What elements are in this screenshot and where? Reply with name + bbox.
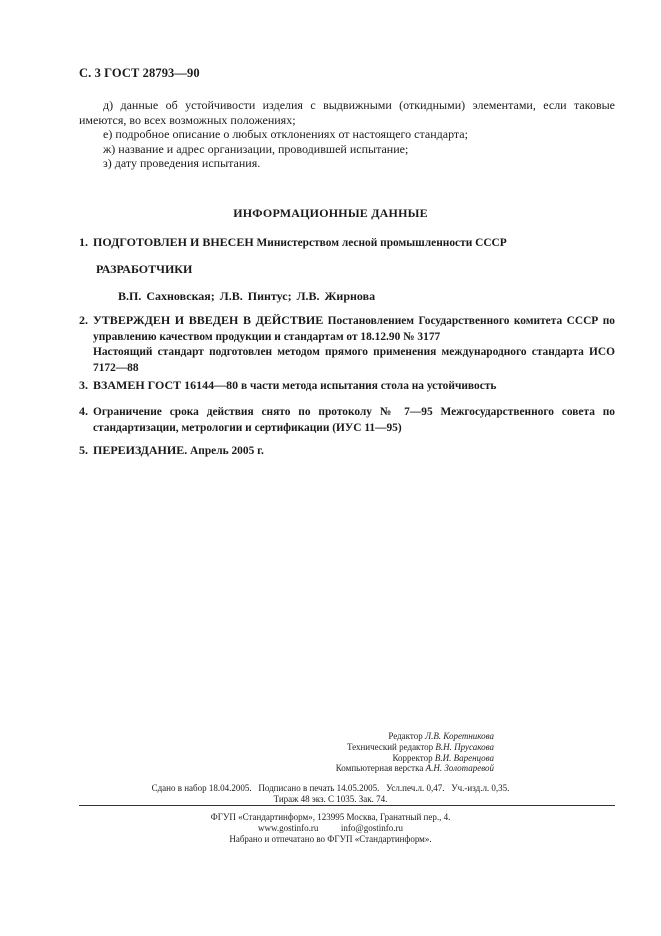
- item-lead: ПЕРЕИЗДАНИЕ.: [93, 443, 188, 457]
- print-info-line: Сдано в набор 18.04.2005. Подписано в печать 14.05.2005. Усл.печ.л. 0,47. Уч.-изд.л. 0,35.: [151, 783, 510, 793]
- item-text: Апрель 2005 г.: [187, 445, 264, 457]
- staff-name: А.Н. Золотаревой: [425, 763, 494, 774]
- item-text: Постановлением Государственного комитета СССР по управлению качеством продукции и стандартам от 18.12.90 № 3177: [93, 315, 615, 343]
- staff-role: Корректор: [392, 752, 433, 763]
- staff-row: [264, 731, 494, 742]
- item-text: Министерством лесной промышленности СССР: [253, 237, 507, 249]
- print-info-line: Тираж 48 экз. С 1035. Зак. 74.: [273, 793, 388, 804]
- divider-line: [79, 805, 615, 806]
- list-item: д) данные об устойчивости изделия с выдвижными (откидными) элементами, если таковые имеются, во всех возможных положениях;: [79, 98, 615, 127]
- staff-row: [264, 763, 494, 774]
- list-item: е) подробное описание о любых отклонениях от настоящего стандарта;: [103, 127, 468, 142]
- item-text: Ограничение срока действия снято по протоколу № 7—95 Межгосударственного совета по стандартизации, метрологии и сертификации (ИУС 11—95): [93, 406, 615, 434]
- info-item-1: [79, 235, 615, 251]
- staff-row: [264, 753, 494, 764]
- publisher-line: www.gostinfo.ru info@gostinfo.ru: [258, 822, 403, 833]
- item-text: в части метода испытания стола на устойчивость: [238, 380, 497, 392]
- item-lead: ПОДГОТОВЛЕН И ВНЕСЕН: [93, 235, 254, 249]
- info-item-4: [79, 404, 615, 435]
- staff-role: Технический редактор: [346, 741, 434, 752]
- print-info: [0, 783, 661, 805]
- staff-list: [264, 731, 494, 774]
- info-item-5: [79, 443, 615, 459]
- page-header: С. 3 ГОСТ 28793—90: [79, 66, 200, 80]
- item-extra: Настоящий стандарт подготовлен методом прямого применения международного стандарта ИСО 7172—88: [93, 346, 615, 374]
- staff-name: Л.В. Коретникова: [424, 731, 494, 741]
- staff-role: Редактор: [388, 731, 423, 741]
- staff-name: В.Н. Прусакова: [435, 741, 494, 752]
- item-number: 3.: [79, 378, 88, 392]
- item-number: 2.: [79, 313, 88, 327]
- list-item: ж) название и адрес организации, проводившей испытание;: [103, 141, 409, 156]
- publisher-line: Набрано и отпечатано во ФГУП «Стандартинформ».: [229, 833, 432, 844]
- requirements-list: [79, 98, 615, 171]
- publisher-info: [0, 812, 661, 844]
- staff-role: Компьютерная верстка: [335, 763, 424, 774]
- item-number: 5.: [79, 443, 88, 457]
- publisher-line: ФГУП «Стандартинформ», 123995 Москва, Гранатный пер., 4.: [210, 812, 451, 822]
- list-item: з) дату проведения испытания.: [103, 156, 261, 171]
- developers-heading: РАЗРАБОТЧИКИ: [96, 262, 193, 276]
- info-section-title: ИНФОРМАЦИОННЫЕ ДАННЫЕ: [233, 206, 428, 220]
- item-number: 1.: [79, 235, 88, 249]
- item-lead: УТВЕРЖДЕН И ВВЕДЕН В ДЕЙСТВИЕ: [93, 313, 324, 327]
- item-lead: ВЗАМЕН ГОСТ 16144—80: [93, 378, 239, 392]
- info-item-3: [79, 378, 615, 394]
- staff-row: [264, 742, 494, 753]
- item-number: 4.: [79, 404, 88, 418]
- staff-name: В.И. Варенцова: [434, 752, 494, 763]
- info-item-2: [79, 313, 615, 375]
- developers-list: В.П. Сахновская; Л.В. Пинтус; Л.В. Жирнова: [118, 289, 376, 303]
